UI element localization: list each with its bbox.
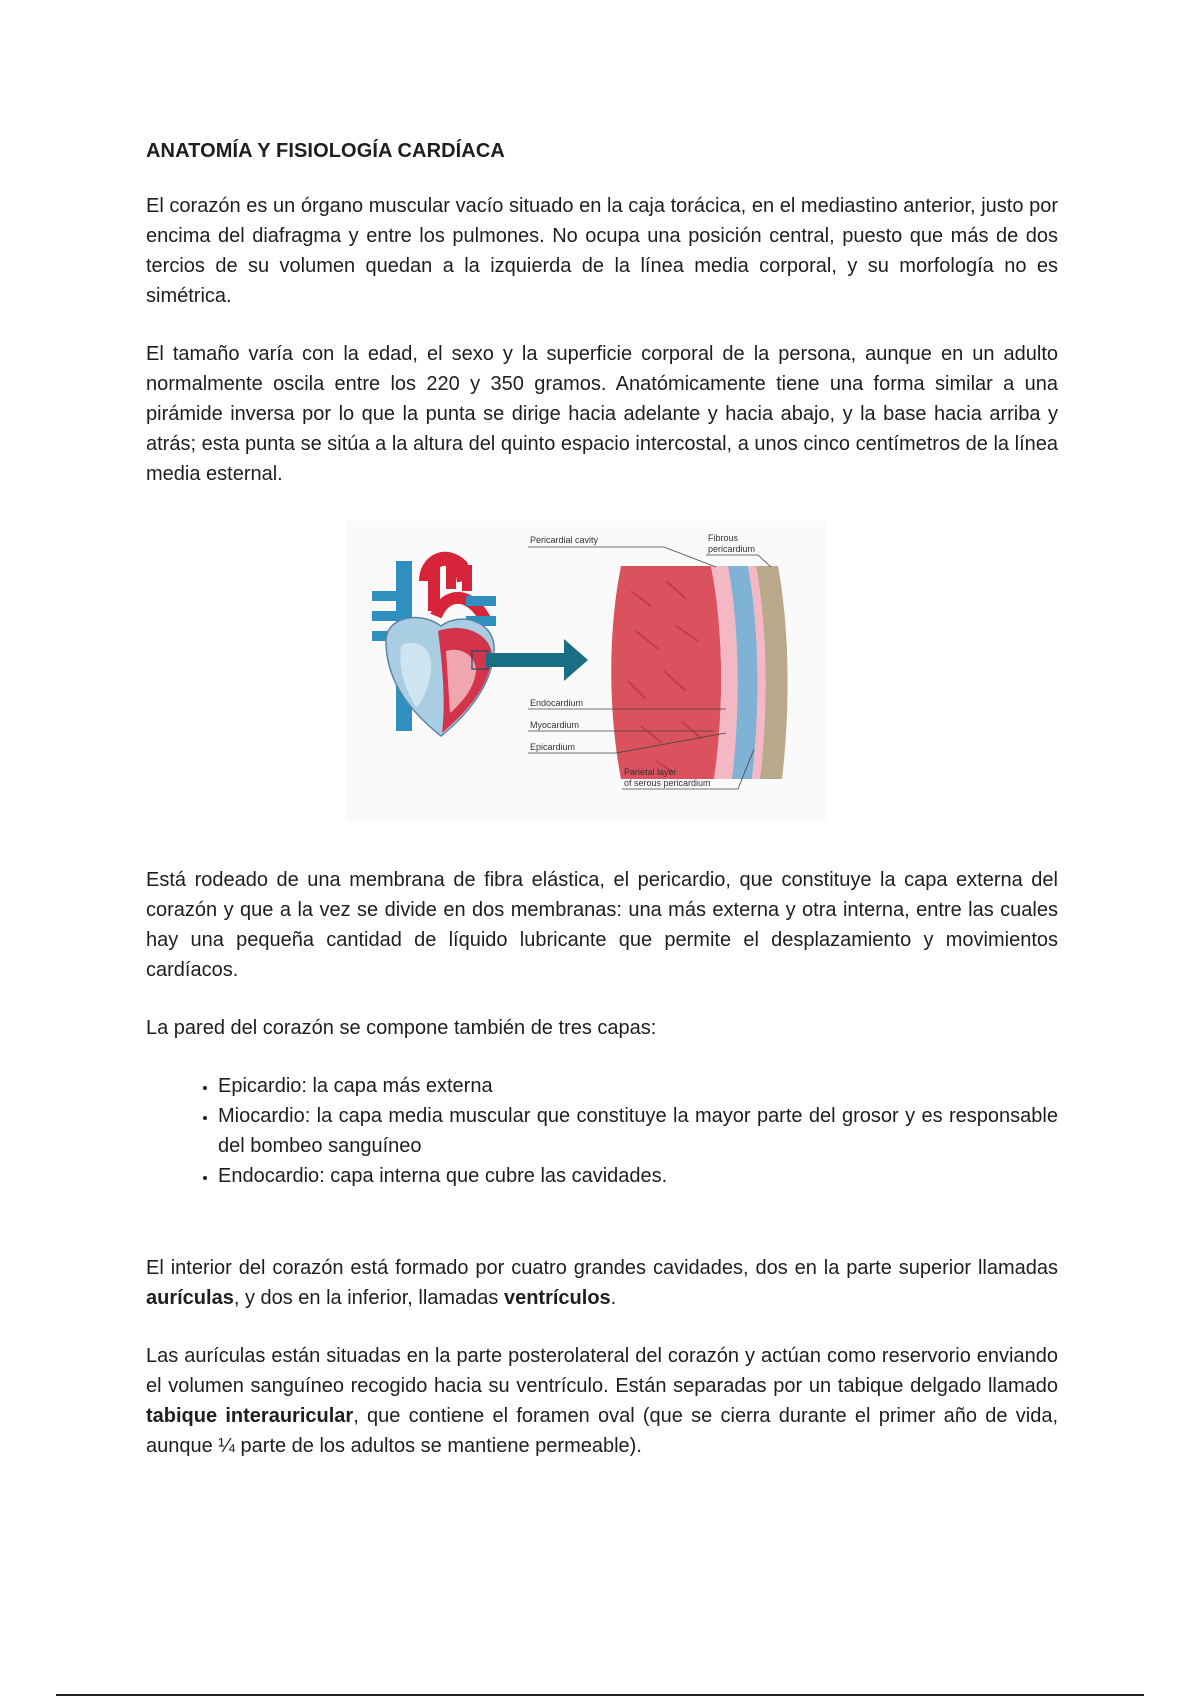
label-epicardium: Epicardium — [530, 742, 576, 752]
paragraph-4: La pared del corazón se compone también de tres capas: — [146, 1017, 657, 1039]
document-page — [146, 140, 1058, 1489]
heart-wall-figure — [146, 521, 1058, 821]
label-fibrous-1: Fibrous — [708, 533, 739, 543]
label-myocardium: Myocardium — [530, 720, 580, 730]
heart-wall-diagram — [346, 521, 826, 821]
list-item: • Epicardio: la capa más externa — [218, 1071, 1058, 1101]
label-fibrous-2: pericardium — [708, 544, 756, 554]
text-span: , y dos en la inferior, llamadas — [233, 1287, 504, 1309]
heart-wall-layers-icon — [611, 566, 787, 779]
footer-divider — [56, 1694, 1144, 1696]
document-title: ANATOMÍA Y FISIOLOGÍA CARDÍACA — [146, 140, 505, 162]
bold-term-tabique: tabique interauricular — [146, 1405, 354, 1427]
list-item: • Endocardio: capa interna que cubre las cavidades. — [218, 1161, 1058, 1191]
label-endocardium: Endocardium — [530, 698, 584, 708]
layers-list — [146, 1071, 1058, 1191]
text-span: . — [610, 1287, 617, 1309]
paragraph-5 — [146, 1253, 1058, 1313]
bold-term-auriculas: aurículas — [146, 1287, 234, 1309]
list-item: • Miocardio: la capa media muscular que constituye la mayor parte del grosor y es responsable del bombeo sanguíneo — [218, 1101, 1058, 1161]
paragraph-6 — [146, 1341, 1058, 1461]
paragraph-3: Está rodeado de una membrana de fibra elástica, el pericardio, que constituye la capa externa del corazón y que a la vez se divide en dos membranas: una más externa y otra interna, entre las cuales hay una pequeña cantidad de líquido lubricante que permite el desplazamiento y movimientos cardíacos. — [146, 869, 1058, 981]
bold-term-ventriculos: ventrículos — [503, 1287, 611, 1309]
text-span: , que contiene el foramen oval (que se cierra durante el primer año de vida, aunque ¼ parte de los adultos se mantiene permeable). — [146, 1405, 1058, 1457]
label-parietal-1: Parietal layer — [624, 767, 677, 777]
label-parietal-2: of serous pericardium — [624, 778, 711, 788]
paragraph-2: El tamaño varía con la edad, el sexo y la superficie corporal de la persona, aunque en un adulto normalmente oscila entre los 220 y 350 gramos. Anatómicamente tiene una forma similar a una pirámide inversa por lo que la punta se dirige hacia adelante y hacia abajo, y la base hacia arriba y atrás; esta punta se sitúa a la altura del quinto espacio intercostal, a unos cinco centímetros de la línea media esternal. — [146, 343, 1058, 485]
text-span: Las aurículas están situadas en la parte posterolateral del corazón y actúan como reservorio enviando el volumen sanguíneo recogido hacia su ventrículo. Están separadas por un tabique delgado llamado — [146, 1345, 1058, 1397]
label-pericardial-cavity: Pericardial cavity — [530, 535, 599, 545]
paragraph-1: El corazón es un órgano muscular vacío situado en la caja torácica, en el mediastino anterior, justo por encima del diafragma y entre los pulmones. No ocupa una posición central, puesto que más de dos tercios de su volumen quedan a la izquierda de la línea media corporal, y su morfología no es simétrica. — [146, 195, 1058, 307]
text-span: El interior del corazón está formado por cuatro grandes cavidades, dos en la parte superior llamadas — [146, 1257, 1058, 1279]
